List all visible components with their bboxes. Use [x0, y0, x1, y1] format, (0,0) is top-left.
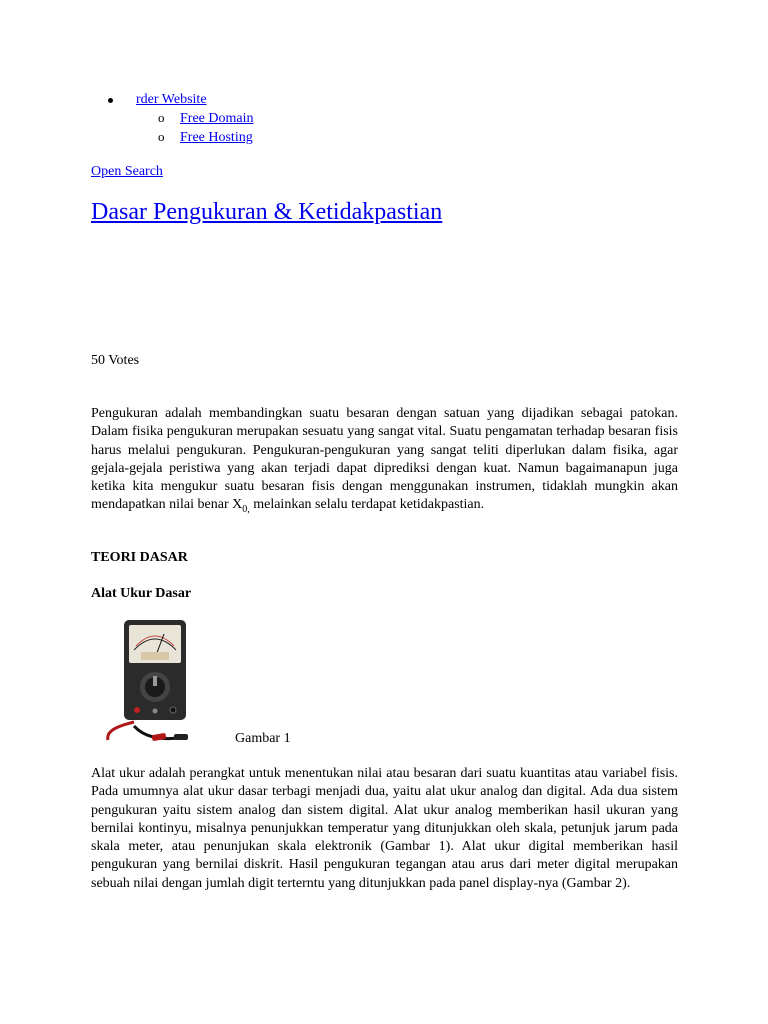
nav-link-order-website[interactable]: rder Website — [136, 92, 207, 107]
nav-link-free-domain[interactable]: Free Domain — [180, 111, 254, 126]
intro-text-end: melainkan selalu terdapat ketidakpastian. — [249, 497, 485, 513]
circle-bullet-icon: o — [158, 129, 165, 144]
bullet-icon — [108, 98, 113, 103]
multimeter-illustration — [104, 612, 224, 752]
nav-subitem-free-hosting — [158, 129, 253, 146]
analog-multimeter-icon — [104, 612, 224, 752]
body-paragraph: Alat ukur adalah perangkat untuk menentukan nilai atau besaran dari suatu kuantitas atau variabel fisis. Pada umumnya alat ukur dasar terbagi menjadi dua, yaitu alat ukur analog dan digital. Ada dua sistem pengukuran yaitu sistem analog dan sistem digital. Alat ukur analog memberikan hasil ukuran yang bernilai kontinyu, misalnya penunjukkan temperatur yang ditunjukkan oleh skala, petunjuk jarum pada skala meter, atau penunjukan skala elektronik (Gambar 1). Alat ukur digital memberikan hasil pengukuran yang bernilai diskrit. Hasil pengukuran tegangan atau arus dari meter digital merupakan sebuah nilai dengan jumlah digit terterntu yang ditunjukkan pada panel display-nya (Gambar 2). — [91, 766, 678, 891]
nav-subitem-free-domain — [158, 110, 254, 127]
intro-paragraph — [91, 405, 678, 520]
heading-alat-ukur-dasar: Alat Ukur Dasar — [91, 586, 192, 601]
page-title-link[interactable]: Dasar Pengukuran & Ketidakpastian — [91, 199, 443, 225]
nav-link-free-hosting[interactable]: Free Hosting — [180, 130, 253, 145]
intro-subscript: 0, — [242, 504, 250, 516]
intro-text: Pengukuran adalah membandingkan suatu besaran dengan satuan yang dijadikan sebagai patokan. Dalam fisika pengukuran merupakan sesuatu yang sangat vital. Suatu pengamatan terhadap besaran fisis harus melalui pengukuran. Pengukuran-pengukuran yang sangat teliti diperlukan dalam fisika, agar gejala-gejala peristiwa yang akan terjadi dapat diprediksi dengan kuat. Namun bagaimanapun juga ketika kita mengukur suatu besaran fisis dengan menggunakan instrumen, tidaklah mungkin akan mendapatkan nilai benar X — [91, 406, 678, 513]
heading-teori-dasar: TEORI DASAR — [91, 550, 188, 565]
figure-caption: Gambar 1 — [235, 731, 291, 746]
circle-bullet-icon: o — [158, 110, 165, 125]
open-search-link[interactable]: Open Search — [91, 164, 163, 179]
nav-item-order-website — [136, 92, 207, 108]
votes-count: 50 Votes — [91, 353, 140, 368]
page-title[interactable] — [91, 199, 442, 226]
